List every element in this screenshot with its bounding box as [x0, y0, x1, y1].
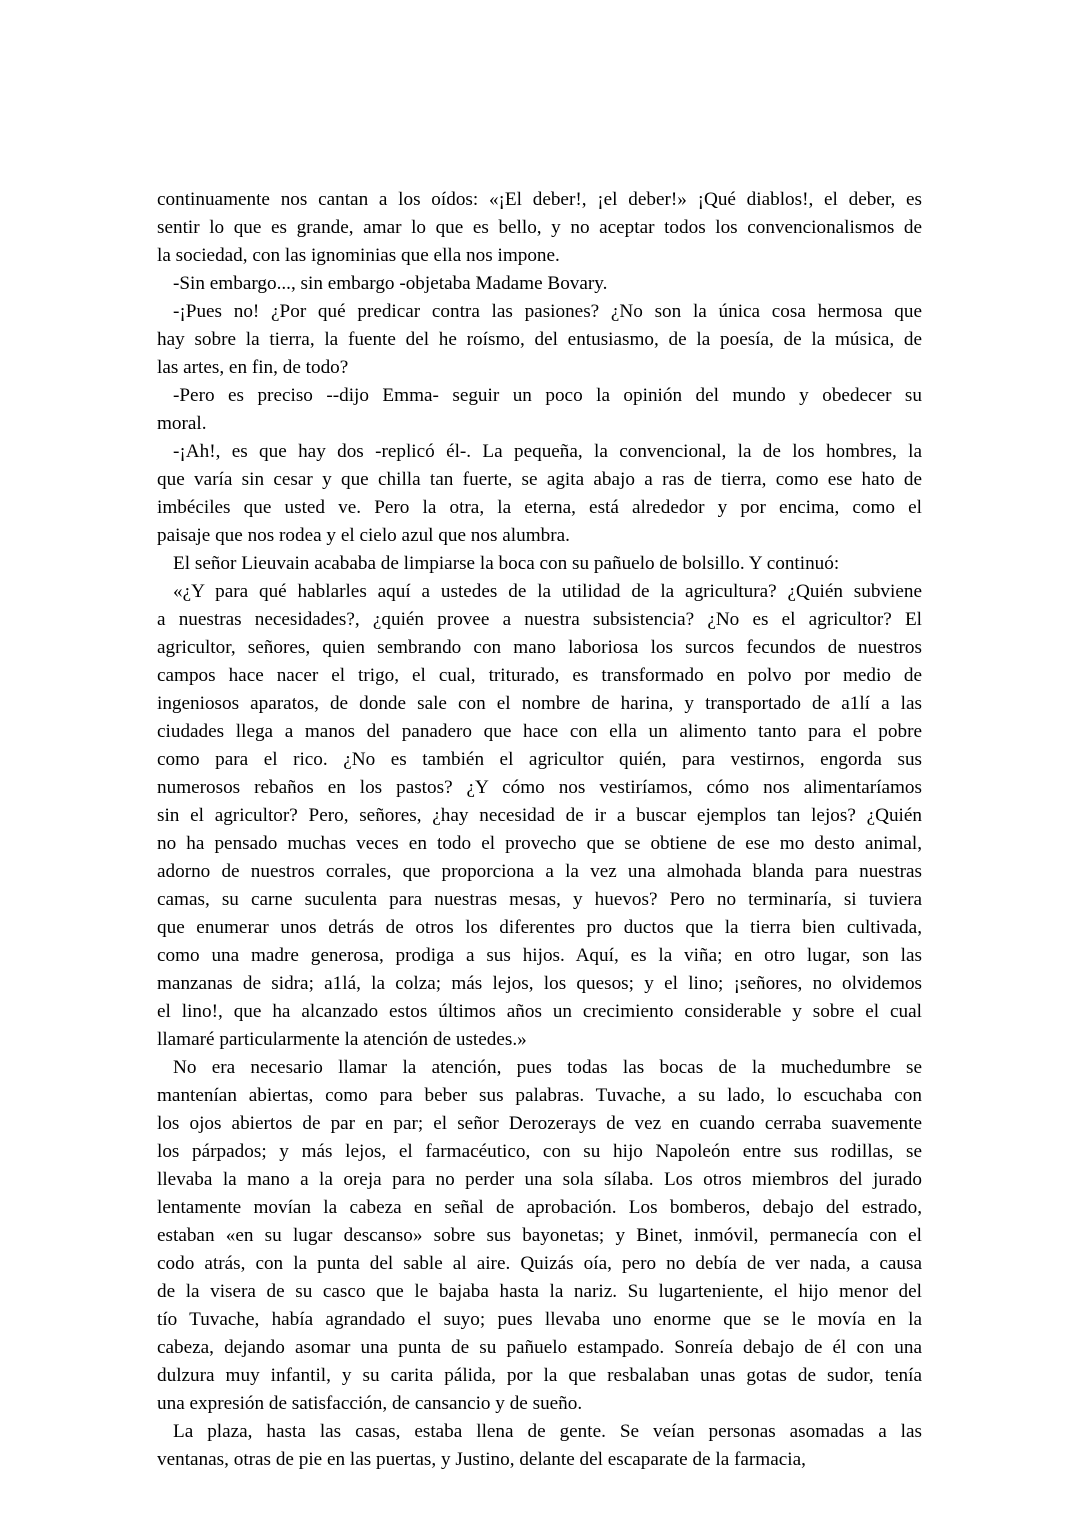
text-line: ciudades llega a manos del panadero que hace con ella un alimento tanto para el pobre — [157, 721, 922, 742]
text-line: ventanas, otras de pie en las puertas, y Justino, delante del escaparate de la farmacia, — [157, 1449, 806, 1470]
paragraph — [157, 438, 922, 550]
text-line: La plaza, hasta las casas, estaba llena de gente. Se veían personas asomadas a las — [173, 1421, 922, 1442]
text-line: -¡Pues no! ¿Por qué predicar contra las pasiones? ¿No son la única cosa hermosa que — [173, 301, 922, 322]
text-line: llamaré particularmente la atención de ustedes.» — [157, 1029, 527, 1050]
text-line: los ojos abiertos de par en par; el señor Derozerays de vez en cuando cerraba suavemente — [157, 1113, 922, 1134]
text-line: -Sin embargo..., sin embargo -objetaba Madame Bovary. — [173, 273, 608, 294]
paragraph — [157, 298, 922, 382]
body-text-column — [157, 186, 922, 1474]
text-line: campos hace nacer el trigo, el cual, triturado, es transformado en polvo por medio de — [157, 665, 922, 686]
text-line: una expresión de satisfacción, de cansancio y de sueño. — [157, 1393, 583, 1414]
text-line: los párpados; y más lejos, el farmacéutico, con su hijo Napoleón entre sus rodillas, se — [157, 1141, 922, 1162]
text-line: ingeniosos aparatos, de donde sale con el nombre de harina, y transportado de a1lí a las — [157, 693, 922, 714]
text-line: a nuestras necesidades?, ¿quién provee a nuestra subsistencia? ¿No es el agricultor? El — [157, 609, 922, 630]
text-line: sin el agricultor? Pero, señores, ¿hay necesidad de ir a buscar ejemplos tan lejos? ¿Quién — [157, 805, 922, 826]
text-line: No era necesario llamar la atención, pues todas las bocas de la muchedumbre se — [173, 1057, 922, 1078]
text-line: «¿Y para qué hablarles aquí a ustedes de la utilidad de la agricultura? ¿Quién subviene — [173, 581, 922, 602]
text-line: estaban «en su lugar descanso» sobre sus bayonetas; y Binet, inmóvil, permanecía con el — [157, 1225, 922, 1246]
paragraph — [157, 270, 922, 298]
text-line: El señor Lieuvain acababa de limpiarse la boca con su pañuelo de bolsillo. Y continuó: — [173, 553, 840, 574]
text-line: paisaje que nos rodea y el cielo azul que nos alumbra. — [157, 525, 570, 546]
text-line: hay sobre la tierra, la fuente del he roísmo, del entusiasmo, de la poesía, de la música, de — [157, 329, 922, 350]
text-line: moral. — [157, 413, 207, 434]
text-line: adorno de nuestros corrales, que proporciona a la vez una almohada blanda para nuestras — [157, 861, 922, 882]
text-line: imbéciles que usted ve. Pero la otra, la eterna, está alrededor y por encima, como el — [157, 497, 922, 518]
paragraph — [157, 550, 922, 578]
text-line: de la visera de su casco que le bajaba hasta la nariz. Su lugarteniente, el hijo menor del — [157, 1281, 922, 1302]
text-line: lentamente movían la cabeza en señal de aprobación. Los bomberos, debajo del estrado, — [157, 1197, 922, 1218]
text-line: como una madre generosa, prodiga a sus hijos. Aquí, es la viña; en otro lugar, son las — [157, 945, 922, 966]
text-line: camas, su carne suculenta para nuestras mesas, y huevos? Pero no terminaría, si tuviera — [157, 889, 922, 910]
text-line: sentir lo que es grande, amar lo que es bello, y no aceptar todos los convencionalismos de — [157, 217, 922, 238]
text-line: no ha pensado muchas veces en todo el provecho que se obtiene de ese mo desto animal, — [157, 833, 922, 854]
paragraph — [157, 382, 922, 438]
paragraph — [157, 578, 922, 1054]
text-line: las artes, en fin, de todo? — [157, 357, 349, 378]
text-line: -¡Ah!, es que hay dos -replicó él-. La pequeña, la convencional, la de los hombres, la — [173, 441, 922, 462]
text-line: que enumerar unos detrás de otros los diferentes pro ductos que la tierra bien cultivada, — [157, 917, 922, 938]
paragraph — [157, 186, 922, 270]
text-line: que varía sin cesar y que chilla tan fuerte, se agita abajo a ras de tierra, como ese hato de — [157, 469, 922, 490]
text-line: tío Tuvache, había agrandado el suyo; pues llevaba uno enorme que se le movía en la — [157, 1309, 922, 1330]
text-line: como para el rico. ¿No es también el agricultor quién, para vestirnos, engorda sus — [157, 749, 922, 770]
text-line: el lino!, que ha alcanzado estos últimos años un crecimiento considerable y sobre el cual — [157, 1001, 922, 1022]
text-line: numerosos rebaños en los pastos? ¿Y cómo nos vestiríamos, cómo nos alimentaríamos — [157, 777, 922, 798]
text-line: cabeza, dejando asomar una punta de su pañuelo estampado. Sonreía debajo de él con una — [157, 1337, 922, 1358]
text-line: manzanas de sidra; a1lá, la colza; más lejos, los quesos; y el lino; ¡señores, no olvidemos — [157, 973, 922, 994]
paragraph — [157, 1418, 922, 1474]
paragraph — [157, 1054, 922, 1418]
text-line: codo atrás, con la punta del sable al aire. Quizás oía, pero no debía de ver nada, a causa — [157, 1253, 922, 1274]
text-line: agricultor, señores, quien sembrando con mano laboriosa los surcos fecundos de nuestros — [157, 637, 922, 658]
text-line: llevaba la mano a la oreja para no perder una sola sílaba. Los otros miembros del jurado — [157, 1169, 922, 1190]
text-line: -Pero es preciso --dijo Emma- seguir un poco la opinión del mundo y obedecer su — [173, 385, 922, 406]
text-line: la sociedad, con las ignominias que ella nos impone. — [157, 245, 560, 266]
text-line: dulzura muy infantil, y su carita pálida, por la que resbalaban unas gotas de sudor, tenía — [157, 1365, 922, 1386]
text-line: mantenían abiertas, como para beber sus palabras. Tuvache, a su lado, lo escuchaba con — [157, 1085, 922, 1106]
text-line: continuamente nos cantan a los oídos: «¡El deber!, ¡el deber!» ¡Qué diablos!, el deber, es — [157, 189, 922, 210]
